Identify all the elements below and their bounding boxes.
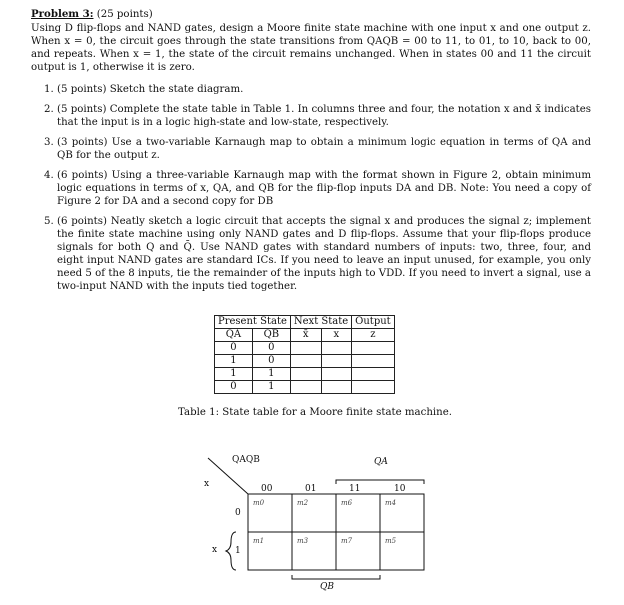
kmap-row-0: 0 [235,508,241,518]
subheader-qa: QA [215,329,253,342]
kmap-qa-label: QA [374,457,388,467]
table-row [215,368,395,381]
subheader-x: x [321,329,352,342]
problem-points: (25 points) [96,9,153,20]
kmap-cell-m0: m0 [253,499,265,507]
state-table [214,315,395,394]
kmap-cell-m6: m6 [341,499,353,507]
cell-qa: 0 [215,342,253,355]
question-2: 2. (5 points) Complete the state table in Table 1. In columns three and four, the notation x and x̄ indicates that the input is in a logic high-state and low-state, respectively. [57,103,591,129]
kmap-x-brace-label: x [212,545,218,555]
question-1: 1. (5 points) Sketch the state diagram. [57,83,591,96]
cell-qb: 0 [252,355,290,368]
kmap-figure [190,448,430,598]
question-5: 5. (6 points) Neatly sketch a logic circuit that accepts the signal x and produces the signal z; implement the finite state machine using only NAND gates and D flip-flops. Assume that your flip-flops produce signals for both Q and Q̄. Use NAND gates with standard numbers of inputs: two, three, four, and eight input NAND gates are standard ICs. If you need to leave an input unused, for example, you only need 5 of the 8 inputs, tie the remainder of the inputs high to VDD. If you need to invert a signal, use a two-input NAND with the inputs tied together. [57,215,591,293]
table-row [215,342,395,355]
problem-title: Problem 3: [31,8,94,20]
kmap-qb-label: QB [320,582,334,592]
cell-next-x [321,342,352,355]
cell-next-x [321,368,352,381]
cell-qa: 0 [215,381,253,394]
kmap-cell-m3: m3 [297,537,309,545]
kmap-corner-label: QAQB [232,455,260,465]
table-row [215,355,395,368]
cell-qb: 1 [252,368,290,381]
kmap-grid [190,448,430,598]
cell-output [352,381,395,394]
table-caption: Table 1: State table for a Moore finite state machine. [178,407,452,418]
cell-output [352,368,395,381]
cell-output [352,342,395,355]
subheader-qb: QB [252,329,290,342]
question-3: 3. (3 points) Use a two-variable Karnaugh map to obtain a minimum logic equation in terms of QA and QB for the output z. [57,136,591,162]
kmap-col-11: 11 [349,484,361,494]
cell-next-xbar [290,381,321,394]
cell-next-xbar [290,342,321,355]
cell-qa: 1 [215,355,253,368]
problem-heading [31,8,591,21]
kmap-row-1: 1 [235,546,241,556]
question-list [31,83,591,293]
subheader-z: z [352,329,395,342]
cell-qa: 1 [215,368,253,381]
cell-qb: 1 [252,381,290,394]
table-row [215,381,395,394]
kmap-cell-m7: m7 [341,537,353,545]
kmap-col-01: 01 [305,484,317,494]
problem-text [31,8,591,300]
header-next-state: Next State [290,316,351,329]
kmap-cell-m1: m1 [253,537,265,545]
state-table-area [214,315,395,394]
cell-next-xbar [290,368,321,381]
question-4: 4. (6 points) Using a three-variable Karnaugh map with the format shown in Figure 2, obtain minimum logic equations in terms of x, QA, and QB for the flip-flop inputs DA and DB. Note: You need a copy of Figure 2 for DA and a second copy for DB [57,169,591,208]
kmap-row-var: x [204,479,210,489]
cell-output [352,355,395,368]
cell-next-x [321,355,352,368]
header-present-state: Present State [215,316,291,329]
kmap-cell-m2: m2 [297,499,309,507]
kmap-col-10: 10 [394,484,406,494]
subheader-xbar: x̄ [290,329,321,342]
cell-next-x [321,381,352,394]
kmap-cell-m5: m5 [385,537,397,545]
kmap-col-00: 00 [261,484,273,494]
kmap-cell-m4: m4 [385,499,397,507]
cell-qb: 0 [252,342,290,355]
header-output: Output [352,316,395,329]
problem-intro: Using D flip-flops and NAND gates, design a Moore finite state machine with one input x and one output z. When x = 0, the circuit goes through the state transitions from QAQB = 00 to 11, to 01, to 10, back to 00, and repeats. When x = 1, the state of the circuit remains unchanged. When in states 00 and 11 the circuit output is 1, otherwise it is zero. [31,23,591,73]
cell-next-xbar [290,355,321,368]
